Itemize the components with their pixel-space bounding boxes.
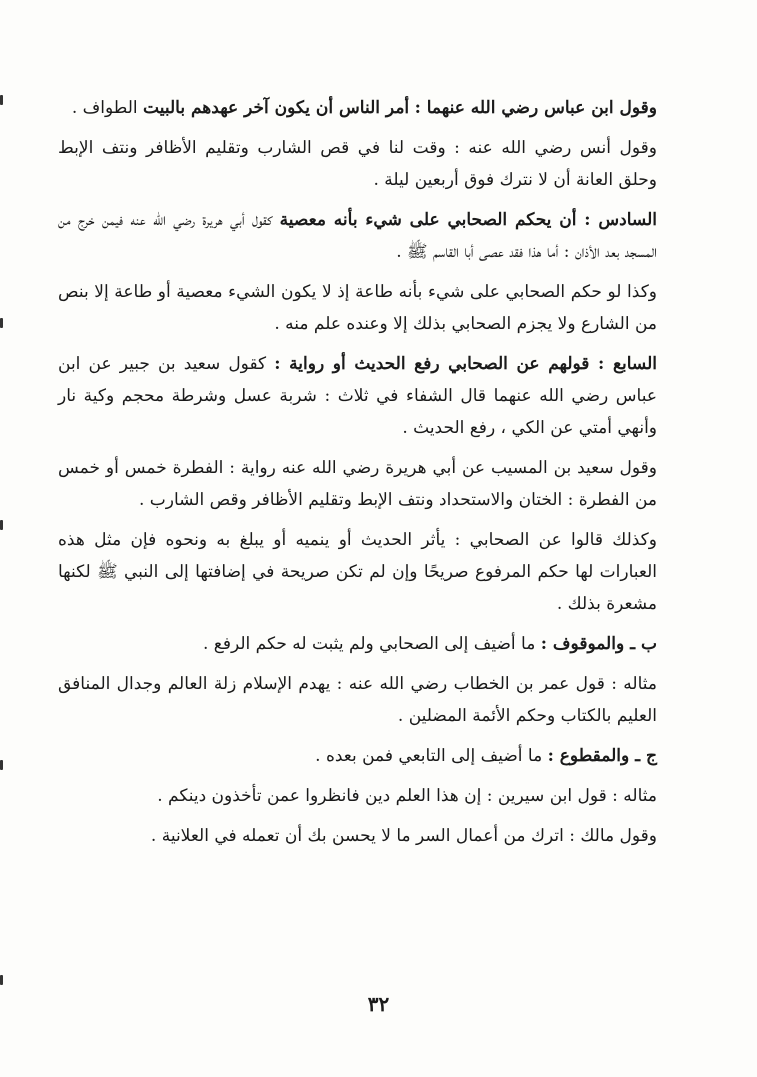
paragraph-text: وقول مالك : اترك من أعمال السر ما لا يحسن بك أن تعمله في العلانية . — [150, 826, 657, 846]
paragraph — [58, 524, 657, 620]
paragraph — [58, 132, 657, 196]
paragraph-text: مثاله : قول عمر بن الخطاب رضي الله عنه : يهدم الإسلام زلة العالم وجدال المنافق العليم بالكتاب وحكم الأئمة المضلين . — [58, 674, 657, 726]
paragraph-lead: وقول ابن عباس رضي الله عنهما : — [414, 98, 657, 118]
paragraph — [58, 276, 657, 340]
page-body — [58, 92, 657, 860]
paragraph — [58, 452, 657, 516]
paragraph-text: مثاله : قول ابن سيرين : إن هذا العلم دين فانظروا عمن تأخذون دينكم . — [157, 786, 657, 806]
paragraph — [58, 204, 657, 268]
paragraph-lead: السادس : أن يحكم الصحابي على شيء بأنه معصية — [279, 210, 657, 230]
paragraph-text: وكذا لو حكم الصحابي على شيء بأنه طاعة إذ لا يكون الشيء معصية أو طاعة إلا بنص من الشارع ولا يجزم الصحابي بذلك إلا وعنده علم منه . — [58, 282, 657, 334]
paragraph-text: وقول أنس رضي الله عنه : وقت لنا في قص الشارب وتقليم الأظافر ونتف الإبط وحلق العانة أن لا نترك فوق أربعين ليلة . — [58, 138, 657, 190]
paragraph — [58, 820, 657, 852]
paragraph-text: ما أضيف إلى الصحابي ولم يثبت له حكم الرفع . — [202, 634, 541, 654]
scan-edge-mark — [0, 760, 3, 770]
paragraph — [58, 668, 657, 732]
paragraph-bold: أمر الناس أن يكون آخر عهدهم بالبيت — [143, 98, 410, 118]
paragraph-text: وكذلك قالوا عن الصحابي : يأثر الحديث أو ينميه أو يبلغ به ونحوه فإن مثل هذه العبارات لها حكم المرفوع صريحًا وإن لم تكن صريحة في إضافتها إلى النبي ﷺ لكنها مشعرة بذلك . — [58, 530, 657, 614]
paragraph-lead: السابع : قولهم عن الصحابي رفع الحديث أو رواية : — [274, 354, 657, 374]
paragraph-lead: ج ـ والمقطوع : — [547, 746, 657, 766]
paragraph — [58, 780, 657, 812]
page-number: ٣٢ — [367, 992, 390, 1016]
paragraph-text: كقول سعيد بن جبير عن ابن عباس رضي الله عنهما قال الشفاء في ثلاث : شربة عسل وشرطة محجم وكية نار وأنهي أمتي عن الكي ، رفع الحديث . — [58, 354, 657, 438]
paragraph-lead: ب ـ والموقوف : — [540, 634, 657, 654]
paragraph-text: الطواف . — [71, 98, 144, 118]
paragraph-text: ما أضيف إلى التابعي فمن بعده . — [315, 746, 548, 766]
paragraph — [58, 740, 657, 772]
scan-edge-mark — [0, 318, 3, 328]
paragraph — [58, 628, 657, 660]
paragraph-text: وقول سعيد بن المسيب عن أبي هريرة رضي الله عنه رواية : الفطرة خمس أو خمس من الفطرة : الختان والاستحداد ونتف الإبط وتقليم الأظافر وقص الشارب . — [58, 458, 657, 510]
paragraph — [58, 348, 657, 444]
scan-edge-mark — [0, 975, 3, 985]
paragraph-text: كقول أبي هريرة رضي الله عنه فيمن خرج من المسجد بعد الأذان : أما هذا فقد عصى أبا القاسم ﷺ . — [58, 210, 657, 262]
scan-edge-mark — [0, 520, 3, 530]
paragraph — [58, 92, 657, 124]
scan-edge-mark — [0, 95, 3, 105]
